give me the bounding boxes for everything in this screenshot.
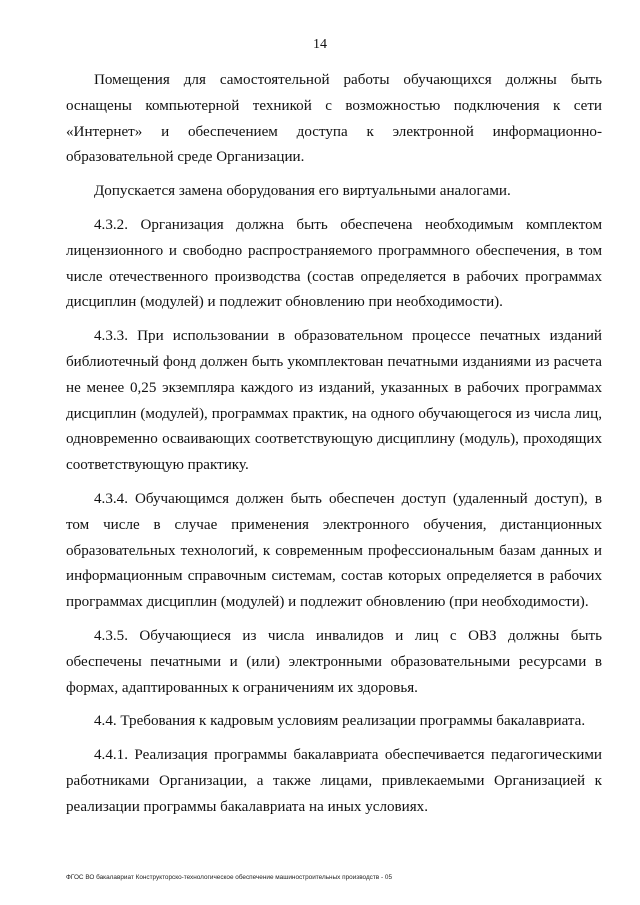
paragraph-4-3-3: 4.3.3. При использовании в образовательном процессе печатных изданий библиотечный фонд должен быть укомплектован печатными изданиями из расчета не менее 0,25 экземпляра каждого из изданий, указанных в рабочих программах дисциплин (модулей), программах практик, на одного обучающегося из числа лиц, одновременно осваивающих соответствующую дисциплину (модуль), проходящих соответствующую практику.	[66, 328, 602, 474]
page-footer: ФГОС ВО бакалавриат Конструкторско-технологическое обеспечение машиностроительных производств - 05	[66, 874, 392, 881]
page-number: 14	[313, 37, 327, 52]
paragraph-4-4-1: 4.4.1. Реализация программы бакалавриата обеспечивается педагогическими работниками Организации, а также лицами, привлекаемыми Организацией к реализации программы бакалавриата на иных условиях.	[66, 747, 602, 815]
paragraph-4-3-2: 4.3.2. Организация должна быть обеспечена необходимым комплектом лицензионного и свободно распространяемого программного обеспечения, в том числе отечественного производства (состав определяется в рабочих программах дисциплин (модулей) и подлежит обновлению при необходимости).	[66, 216, 602, 311]
paragraph-4-3-5: 4.3.5. Обучающиеся из числа инвалидов и лиц с ОВЗ должны быть обеспечены печатными и (или) электронными образовательными ресурсами в формах, адаптированных к ограничениям их здоровья.	[66, 627, 602, 696]
document-body	[66, 68, 602, 829]
paragraph-virtual-analogues: Допускается замена оборудования его виртуальными аналогами.	[94, 183, 511, 200]
paragraph-4-3-4: 4.3.4. Обучающимся должен быть обеспечен доступ (удаленный доступ), в том числе в случае применения электронного обучения, дистанционных образовательных технологий, к современным профессиональным базам данных и информационным справочным системам, состав которых определяется в рабочих программах дисциплин (модулей) и подлежит обновлению (при необходимости).	[66, 490, 602, 611]
paragraph-premises-equipment: Помещения для самостоятельной работы обучающихся должны быть оснащены компьютерной техникой с возможностью подключения к сети «Интернет» и обеспечением доступа к электронной информационно-образовательной среде Организации.	[66, 72, 602, 166]
paragraph-4-4: 4.4. Требования к кадровым условиям реализации программы бакалавриата.	[94, 713, 586, 730]
